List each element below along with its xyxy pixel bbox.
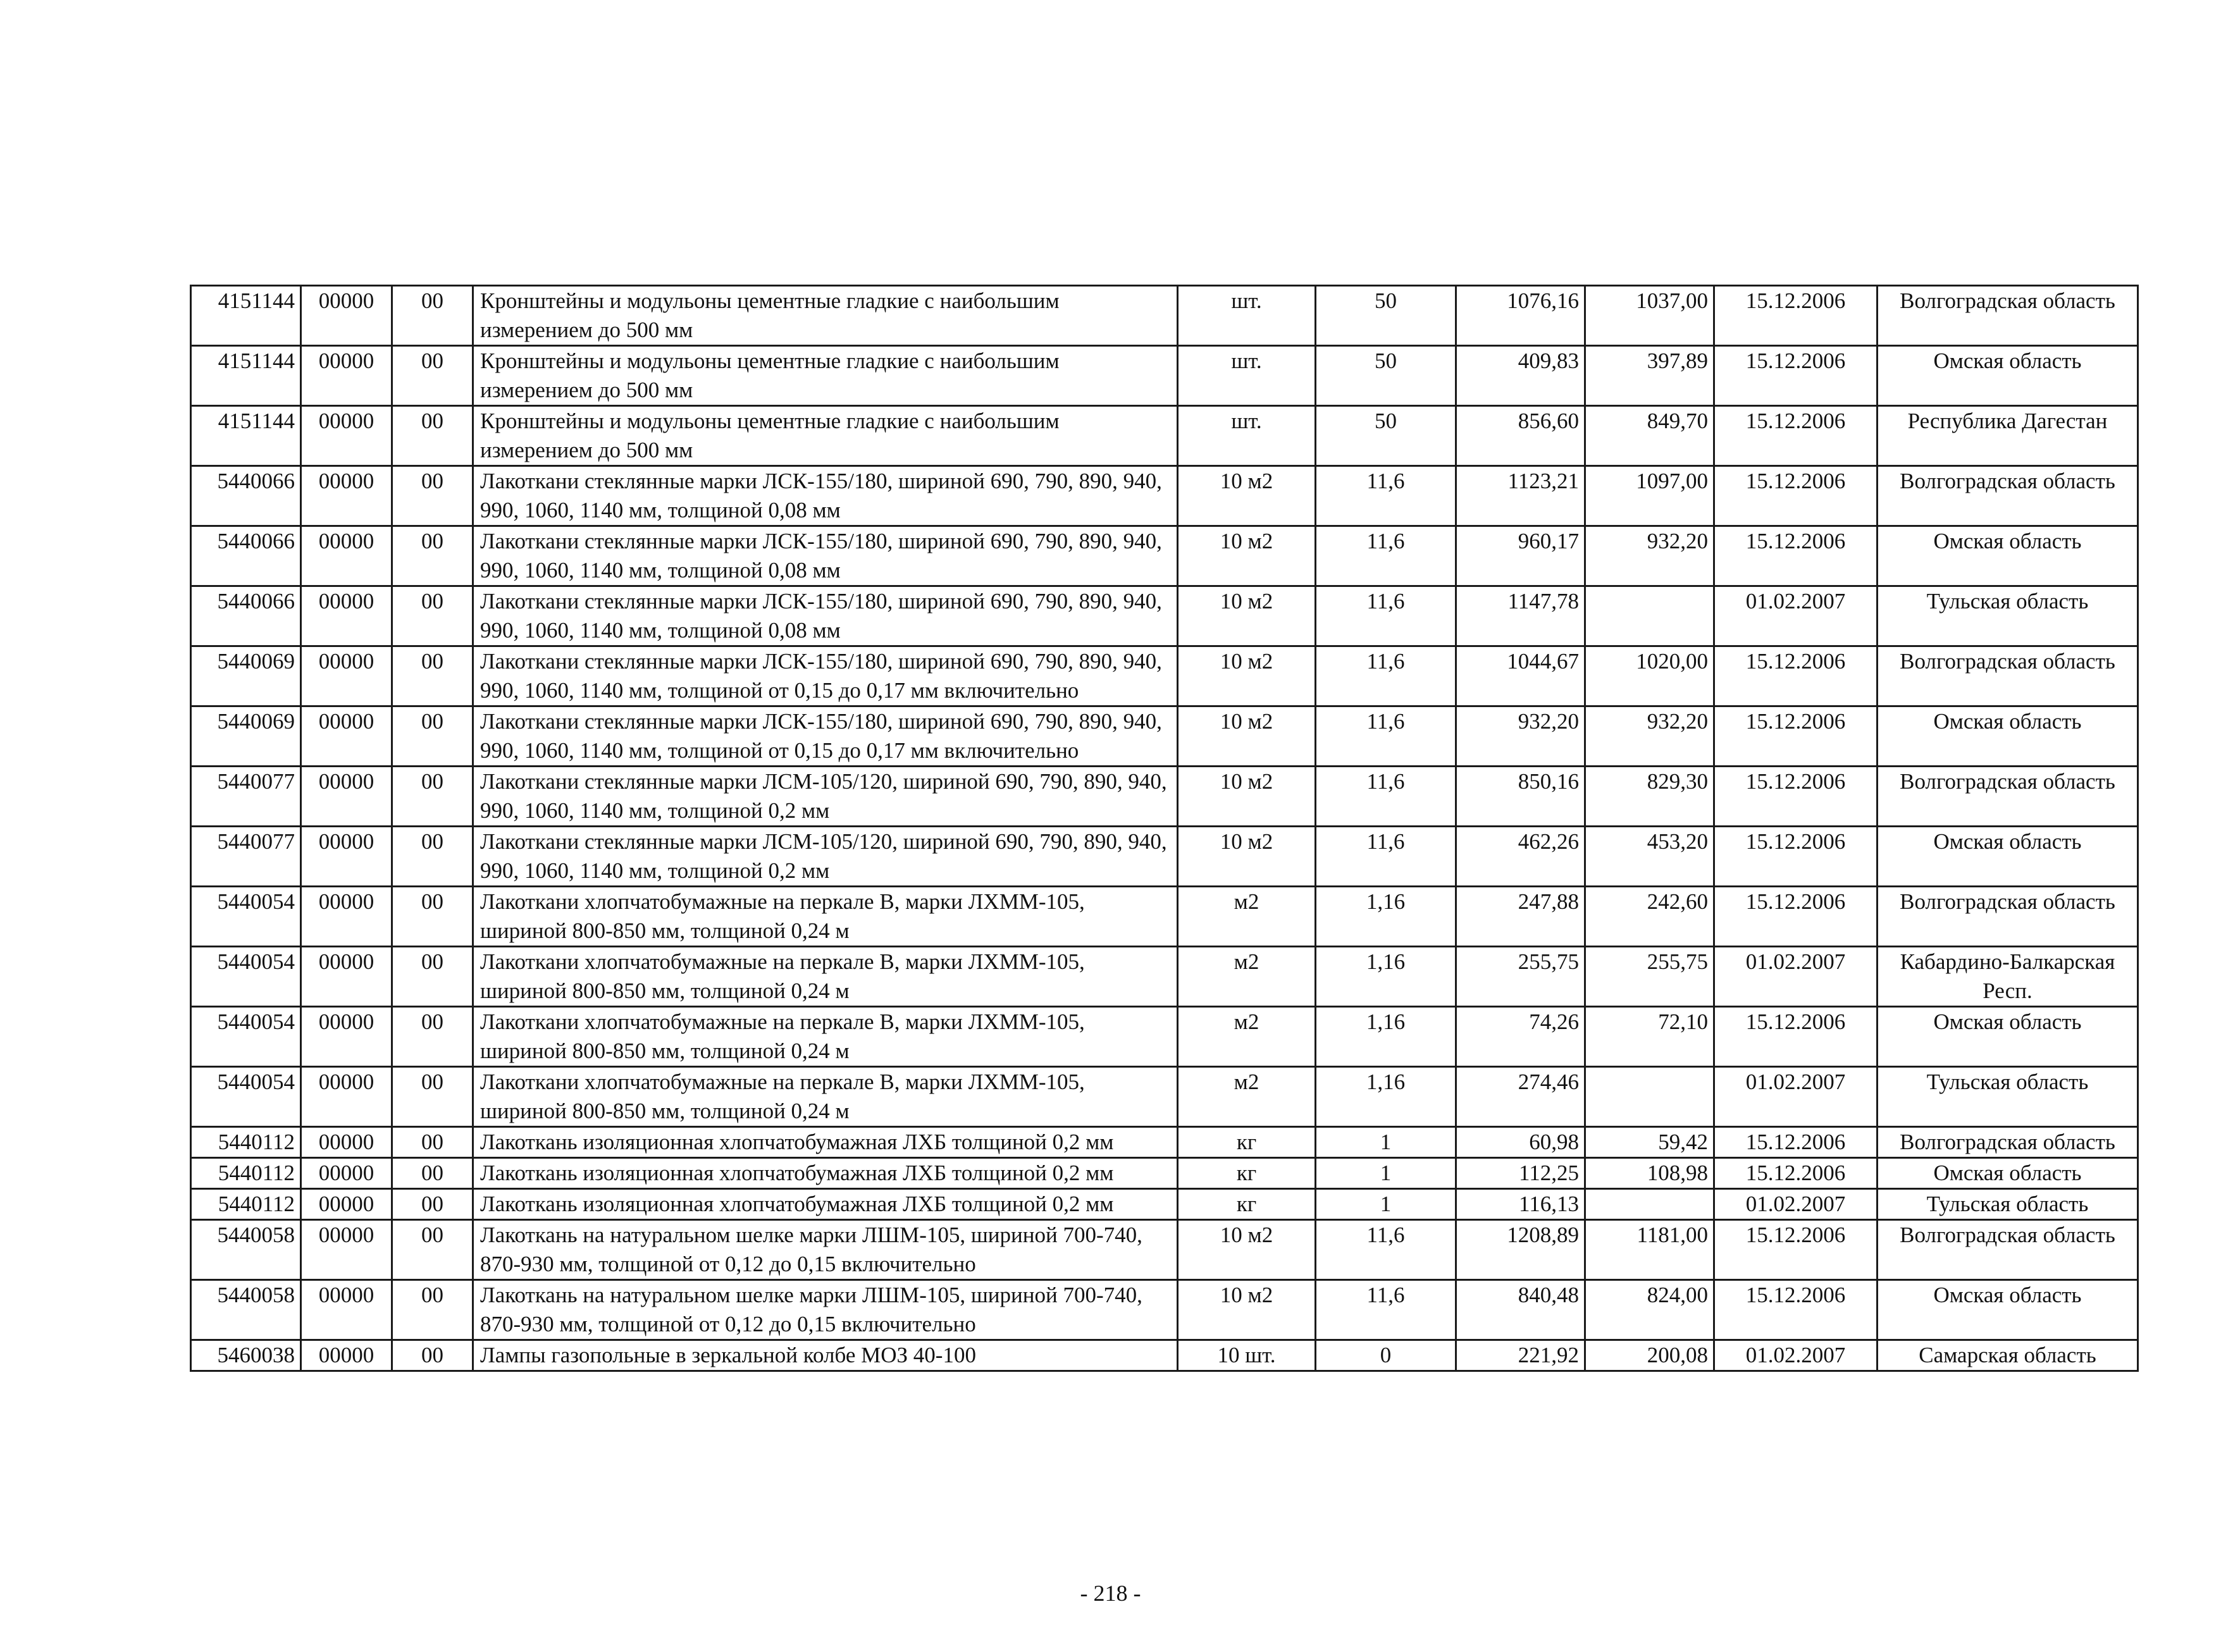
cell-index: 00 — [392, 1007, 473, 1067]
cell-quantity: 11,6 — [1316, 1220, 1456, 1280]
cell-subcode: 00000 — [301, 646, 392, 706]
cell-code: 5440054 — [191, 1007, 301, 1067]
cell-subcode: 00000 — [301, 406, 392, 466]
cell-price-base — [1585, 1189, 1714, 1220]
cell-subcode: 00000 — [301, 887, 392, 947]
cell-code: 5440077 — [191, 827, 301, 887]
cell-date: 15.12.2006 — [1714, 646, 1878, 706]
cell-quantity: 11,6 — [1316, 466, 1456, 526]
cell-index: 00 — [392, 1158, 473, 1189]
cell-index: 00 — [392, 1067, 473, 1127]
cell-region: Тульская область — [1878, 586, 2138, 646]
cell-price-current: 112,25 — [1456, 1158, 1585, 1189]
cell-subcode: 00000 — [301, 286, 392, 346]
table-row — [191, 586, 2138, 646]
table-row — [191, 1067, 2138, 1127]
price-table — [190, 285, 2139, 1372]
cell-code: 5440077 — [191, 767, 301, 827]
cell-price-base: 242,60 — [1585, 887, 1714, 947]
cell-index: 00 — [392, 646, 473, 706]
cell-price-current: 960,17 — [1456, 526, 1585, 586]
table-row — [191, 1220, 2138, 1280]
cell-subcode: 00000 — [301, 1127, 392, 1158]
cell-subcode: 00000 — [301, 1280, 392, 1340]
cell-index: 00 — [392, 1280, 473, 1340]
cell-name: Лакоткани стеклянные марки ЛСМ-105/120, шириной 690, 790, 890, 940, 990, 1060, 1140 мм, толщиной 0,2 мм — [473, 827, 1178, 887]
cell-price-base: 453,20 — [1585, 827, 1714, 887]
cell-unit: 10 м2 — [1178, 466, 1316, 526]
cell-index: 00 — [392, 1189, 473, 1220]
cell-name: Лакоткань изоляционная хлопчатобумажная ЛХБ толщиной 0,2 мм — [473, 1158, 1178, 1189]
cell-name: Лакоткани стеклянные марки ЛСК-155/180, шириной 690, 790, 890, 940, 990, 1060, 1140 мм, толщиной 0,08 мм — [473, 526, 1178, 586]
cell-date: 15.12.2006 — [1714, 466, 1878, 526]
cell-region: Волгоградская область — [1878, 767, 2138, 827]
cell-region: Омская область — [1878, 526, 2138, 586]
cell-subcode: 00000 — [301, 1158, 392, 1189]
cell-region: Самарская область — [1878, 1340, 2138, 1371]
cell-price-current: 1076,16 — [1456, 286, 1585, 346]
cell-unit: шт. — [1178, 346, 1316, 406]
cell-quantity: 50 — [1316, 346, 1456, 406]
cell-name: Лакоткани стеклянные марки ЛСК-155/180, шириной 690, 790, 890, 940, 990, 1060, 1140 мм, толщиной от 0,15 до 0,17 мм включительно — [473, 646, 1178, 706]
table-row — [191, 827, 2138, 887]
cell-region: Омская область — [1878, 346, 2138, 406]
cell-region: Омская область — [1878, 1158, 2138, 1189]
cell-quantity: 11,6 — [1316, 827, 1456, 887]
cell-code: 5440054 — [191, 947, 301, 1007]
cell-price-base: 824,00 — [1585, 1280, 1714, 1340]
cell-quantity: 1,16 — [1316, 947, 1456, 1007]
cell-date: 15.12.2006 — [1714, 286, 1878, 346]
cell-subcode: 00000 — [301, 1189, 392, 1220]
cell-region: Омская область — [1878, 1280, 2138, 1340]
cell-name: Лакоткани стеклянные марки ЛСК-155/180, шириной 690, 790, 890, 940, 990, 1060, 1140 мм, толщиной от 0,15 до 0,17 мм включительно — [473, 706, 1178, 767]
cell-subcode: 00000 — [301, 466, 392, 526]
table-row — [191, 526, 2138, 586]
cell-price-base: 1037,00 — [1585, 286, 1714, 346]
cell-price-base: 1020,00 — [1585, 646, 1714, 706]
cell-region: Волгоградская область — [1878, 286, 2138, 346]
cell-date: 15.12.2006 — [1714, 526, 1878, 586]
table-row — [191, 346, 2138, 406]
cell-name: Лакоткани хлопчатобумажные на перкале В, марки ЛХММ-105, шириной 800-850 мм, толщиной 0,24 м — [473, 1067, 1178, 1127]
cell-region: Волгоградская область — [1878, 1127, 2138, 1158]
cell-name: Лакоткани хлопчатобумажные на перкале В, марки ЛХММ-105, шириной 800-850 мм, толщиной 0,24 м — [473, 1007, 1178, 1067]
cell-code: 5440112 — [191, 1158, 301, 1189]
cell-code: 5440054 — [191, 1067, 301, 1127]
cell-unit: 10 м2 — [1178, 706, 1316, 767]
cell-quantity: 1 — [1316, 1158, 1456, 1189]
table-row — [191, 466, 2138, 526]
cell-unit: 10 шт. — [1178, 1340, 1316, 1371]
cell-price-current: 74,26 — [1456, 1007, 1585, 1067]
cell-code: 4151144 — [191, 346, 301, 406]
cell-price-current: 856,60 — [1456, 406, 1585, 466]
cell-region: Волгоградская область — [1878, 646, 2138, 706]
cell-date: 15.12.2006 — [1714, 767, 1878, 827]
table-row — [191, 1158, 2138, 1189]
cell-price-current: 116,13 — [1456, 1189, 1585, 1220]
cell-index: 00 — [392, 947, 473, 1007]
cell-unit: кг — [1178, 1189, 1316, 1220]
cell-name: Лакоткань на натуральном шелке марки ЛШМ-105, шириной 700-740, 870-930 мм, толщиной от 0,12 до 0,15 включительно — [473, 1220, 1178, 1280]
table-row — [191, 947, 2138, 1007]
cell-name: Кронштейны и модульоны цементные гладкие с наибольшим измерением до 500 мм — [473, 346, 1178, 406]
cell-date: 15.12.2006 — [1714, 1280, 1878, 1340]
cell-date: 15.12.2006 — [1714, 1127, 1878, 1158]
cell-quantity: 11,6 — [1316, 646, 1456, 706]
cell-code: 5440058 — [191, 1280, 301, 1340]
cell-unit: 10 м2 — [1178, 1220, 1316, 1280]
cell-price-current: 932,20 — [1456, 706, 1585, 767]
cell-index: 00 — [392, 1340, 473, 1371]
cell-date: 15.12.2006 — [1714, 887, 1878, 947]
cell-region: Кабардино-Балкарская Респ. — [1878, 947, 2138, 1007]
cell-price-base: 255,75 — [1585, 947, 1714, 1007]
cell-quantity: 11,6 — [1316, 706, 1456, 767]
cell-code: 5440069 — [191, 706, 301, 767]
table-row — [191, 887, 2138, 947]
cell-price-current: 274,46 — [1456, 1067, 1585, 1127]
table-row — [191, 1007, 2138, 1067]
cell-code: 5440066 — [191, 586, 301, 646]
cell-subcode: 00000 — [301, 827, 392, 887]
cell-price-current: 221,92 — [1456, 1340, 1585, 1371]
cell-date: 01.02.2007 — [1714, 947, 1878, 1007]
cell-index: 00 — [392, 586, 473, 646]
cell-unit: кг — [1178, 1158, 1316, 1189]
cell-index: 00 — [392, 406, 473, 466]
cell-subcode: 00000 — [301, 586, 392, 646]
cell-subcode: 00000 — [301, 1340, 392, 1371]
cell-date: 01.02.2007 — [1714, 1067, 1878, 1127]
cell-unit: 10 м2 — [1178, 767, 1316, 827]
cell-quantity: 50 — [1316, 286, 1456, 346]
cell-name: Кронштейны и модульоны цементные гладкие с наибольшим измерением до 500 мм — [473, 406, 1178, 466]
table-row — [191, 1189, 2138, 1220]
table-body — [191, 286, 2138, 1371]
cell-name: Лакоткани стеклянные марки ЛСК-155/180, шириной 690, 790, 890, 940, 990, 1060, 1140 мм, толщиной 0,08 мм — [473, 586, 1178, 646]
cell-price-base: 1181,00 — [1585, 1220, 1714, 1280]
table-row — [191, 706, 2138, 767]
cell-price-current: 850,16 — [1456, 767, 1585, 827]
cell-price-current: 1208,89 — [1456, 1220, 1585, 1280]
cell-subcode: 00000 — [301, 706, 392, 767]
cell-code: 5440112 — [191, 1189, 301, 1220]
cell-price-current: 60,98 — [1456, 1127, 1585, 1158]
cell-price-current: 255,75 — [1456, 947, 1585, 1007]
cell-price-base — [1585, 586, 1714, 646]
cell-name: Лакоткани стеклянные марки ЛСК-155/180, шириной 690, 790, 890, 940, 990, 1060, 1140 мм, толщиной 0,08 мм — [473, 466, 1178, 526]
cell-quantity: 50 — [1316, 406, 1456, 466]
cell-unit: 10 м2 — [1178, 1280, 1316, 1340]
cell-region: Омская область — [1878, 706, 2138, 767]
cell-quantity: 1,16 — [1316, 1007, 1456, 1067]
cell-price-current: 247,88 — [1456, 887, 1585, 947]
cell-index: 00 — [392, 827, 473, 887]
cell-unit: кг — [1178, 1127, 1316, 1158]
table-row — [191, 1340, 2138, 1371]
cell-price-base: 108,98 — [1585, 1158, 1714, 1189]
cell-subcode: 00000 — [301, 526, 392, 586]
cell-code: 4151144 — [191, 406, 301, 466]
cell-name: Лакоткань изоляционная хлопчатобумажная ЛХБ толщиной 0,2 мм — [473, 1127, 1178, 1158]
cell-price-base: 932,20 — [1585, 706, 1714, 767]
cell-name: Лакоткань изоляционная хлопчатобумажная ЛХБ толщиной 0,2 мм — [473, 1189, 1178, 1220]
cell-quantity: 11,6 — [1316, 1280, 1456, 1340]
cell-price-base: 1097,00 — [1585, 466, 1714, 526]
cell-date: 01.02.2007 — [1714, 586, 1878, 646]
cell-name: Лакоткани стеклянные марки ЛСМ-105/120, шириной 690, 790, 890, 940, 990, 1060, 1140 мм, толщиной 0,2 мм — [473, 767, 1178, 827]
cell-price-base: 200,08 — [1585, 1340, 1714, 1371]
cell-price-current: 462,26 — [1456, 827, 1585, 887]
cell-subcode: 00000 — [301, 947, 392, 1007]
cell-subcode: 00000 — [301, 1220, 392, 1280]
cell-quantity: 11,6 — [1316, 526, 1456, 586]
table-row — [191, 286, 2138, 346]
cell-date: 15.12.2006 — [1714, 1007, 1878, 1067]
cell-region: Тульская область — [1878, 1067, 2138, 1127]
cell-code: 5440069 — [191, 646, 301, 706]
cell-date: 15.12.2006 — [1714, 346, 1878, 406]
cell-index: 00 — [392, 706, 473, 767]
cell-index: 00 — [392, 466, 473, 526]
cell-region: Омская область — [1878, 1007, 2138, 1067]
table-row — [191, 1127, 2138, 1158]
cell-quantity: 11,6 — [1316, 767, 1456, 827]
cell-price-base: 397,89 — [1585, 346, 1714, 406]
table-row — [191, 646, 2138, 706]
cell-date: 01.02.2007 — [1714, 1340, 1878, 1371]
cell-code: 5440066 — [191, 466, 301, 526]
cell-quantity: 1 — [1316, 1127, 1456, 1158]
table-row — [191, 1280, 2138, 1340]
cell-subcode: 00000 — [301, 1067, 392, 1127]
cell-index: 00 — [392, 286, 473, 346]
cell-code: 5440058 — [191, 1220, 301, 1280]
cell-price-current: 409,83 — [1456, 346, 1585, 406]
cell-date: 01.02.2007 — [1714, 1189, 1878, 1220]
cell-quantity: 1 — [1316, 1189, 1456, 1220]
cell-region: Волгоградская область — [1878, 887, 2138, 947]
cell-name: Лакоткани хлопчатобумажные на перкале В, марки ЛХММ-105, шириной 800-850 мм, толщиной 0,24 м — [473, 887, 1178, 947]
cell-quantity: 11,6 — [1316, 586, 1456, 646]
cell-unit: 10 м2 — [1178, 586, 1316, 646]
cell-unit: 10 м2 — [1178, 646, 1316, 706]
cell-unit: м2 — [1178, 947, 1316, 1007]
cell-region: Республика Дагестан — [1878, 406, 2138, 466]
cell-name: Лакоткани хлопчатобумажные на перкале В, марки ЛХММ-105, шириной 800-850 мм, толщиной 0,24 м — [473, 947, 1178, 1007]
cell-code: 4151144 — [191, 286, 301, 346]
cell-code: 5440066 — [191, 526, 301, 586]
cell-subcode: 00000 — [301, 1007, 392, 1067]
cell-index: 00 — [392, 526, 473, 586]
cell-price-base — [1585, 1067, 1714, 1127]
cell-price-base: 59,42 — [1585, 1127, 1714, 1158]
cell-quantity: 1,16 — [1316, 1067, 1456, 1127]
cell-date: 15.12.2006 — [1714, 706, 1878, 767]
cell-code: 5440112 — [191, 1127, 301, 1158]
table-row — [191, 406, 2138, 466]
cell-price-current: 1123,21 — [1456, 466, 1585, 526]
cell-price-current: 1044,67 — [1456, 646, 1585, 706]
cell-code: 5440054 — [191, 887, 301, 947]
cell-index: 00 — [392, 887, 473, 947]
cell-date: 15.12.2006 — [1714, 827, 1878, 887]
cell-index: 00 — [392, 767, 473, 827]
cell-unit: шт. — [1178, 406, 1316, 466]
cell-unit: м2 — [1178, 887, 1316, 947]
cell-unit: м2 — [1178, 1007, 1316, 1067]
cell-name: Лакоткань на натуральном шелке марки ЛШМ-105, шириной 700-740, 870-930 мм, толщиной от 0,12 до 0,15 включительно — [473, 1280, 1178, 1340]
cell-price-base: 932,20 — [1585, 526, 1714, 586]
cell-name: Кронштейны и модульоны цементные гладкие с наибольшим измерением до 500 мм — [473, 286, 1178, 346]
cell-index: 00 — [392, 346, 473, 406]
cell-date: 15.12.2006 — [1714, 1220, 1878, 1280]
cell-price-base: 849,70 — [1585, 406, 1714, 466]
cell-subcode: 00000 — [301, 767, 392, 827]
cell-name: Лампы газопольные в зеркальной колбе МОЗ 40-100 — [473, 1340, 1178, 1371]
cell-region: Омская область — [1878, 827, 2138, 887]
cell-price-base: 72,10 — [1585, 1007, 1714, 1067]
cell-region: Тульская область — [1878, 1189, 2138, 1220]
cell-date: 15.12.2006 — [1714, 1158, 1878, 1189]
cell-unit: шт. — [1178, 286, 1316, 346]
cell-region: Волгоградская область — [1878, 1220, 2138, 1280]
page-number: - 218 - — [1080, 1581, 1141, 1606]
cell-subcode: 00000 — [301, 346, 392, 406]
cell-code: 5460038 — [191, 1340, 301, 1371]
cell-price-base: 829,30 — [1585, 767, 1714, 827]
cell-price-current: 1147,78 — [1456, 586, 1585, 646]
cell-date: 15.12.2006 — [1714, 406, 1878, 466]
table-row — [191, 767, 2138, 827]
cell-unit: 10 м2 — [1178, 526, 1316, 586]
cell-price-current: 840,48 — [1456, 1280, 1585, 1340]
cell-unit: 10 м2 — [1178, 827, 1316, 887]
cell-unit: м2 — [1178, 1067, 1316, 1127]
cell-quantity: 0 — [1316, 1340, 1456, 1371]
cell-quantity: 1,16 — [1316, 887, 1456, 947]
cell-index: 00 — [392, 1127, 473, 1158]
cell-index: 00 — [392, 1220, 473, 1280]
cell-region: Волгоградская область — [1878, 466, 2138, 526]
